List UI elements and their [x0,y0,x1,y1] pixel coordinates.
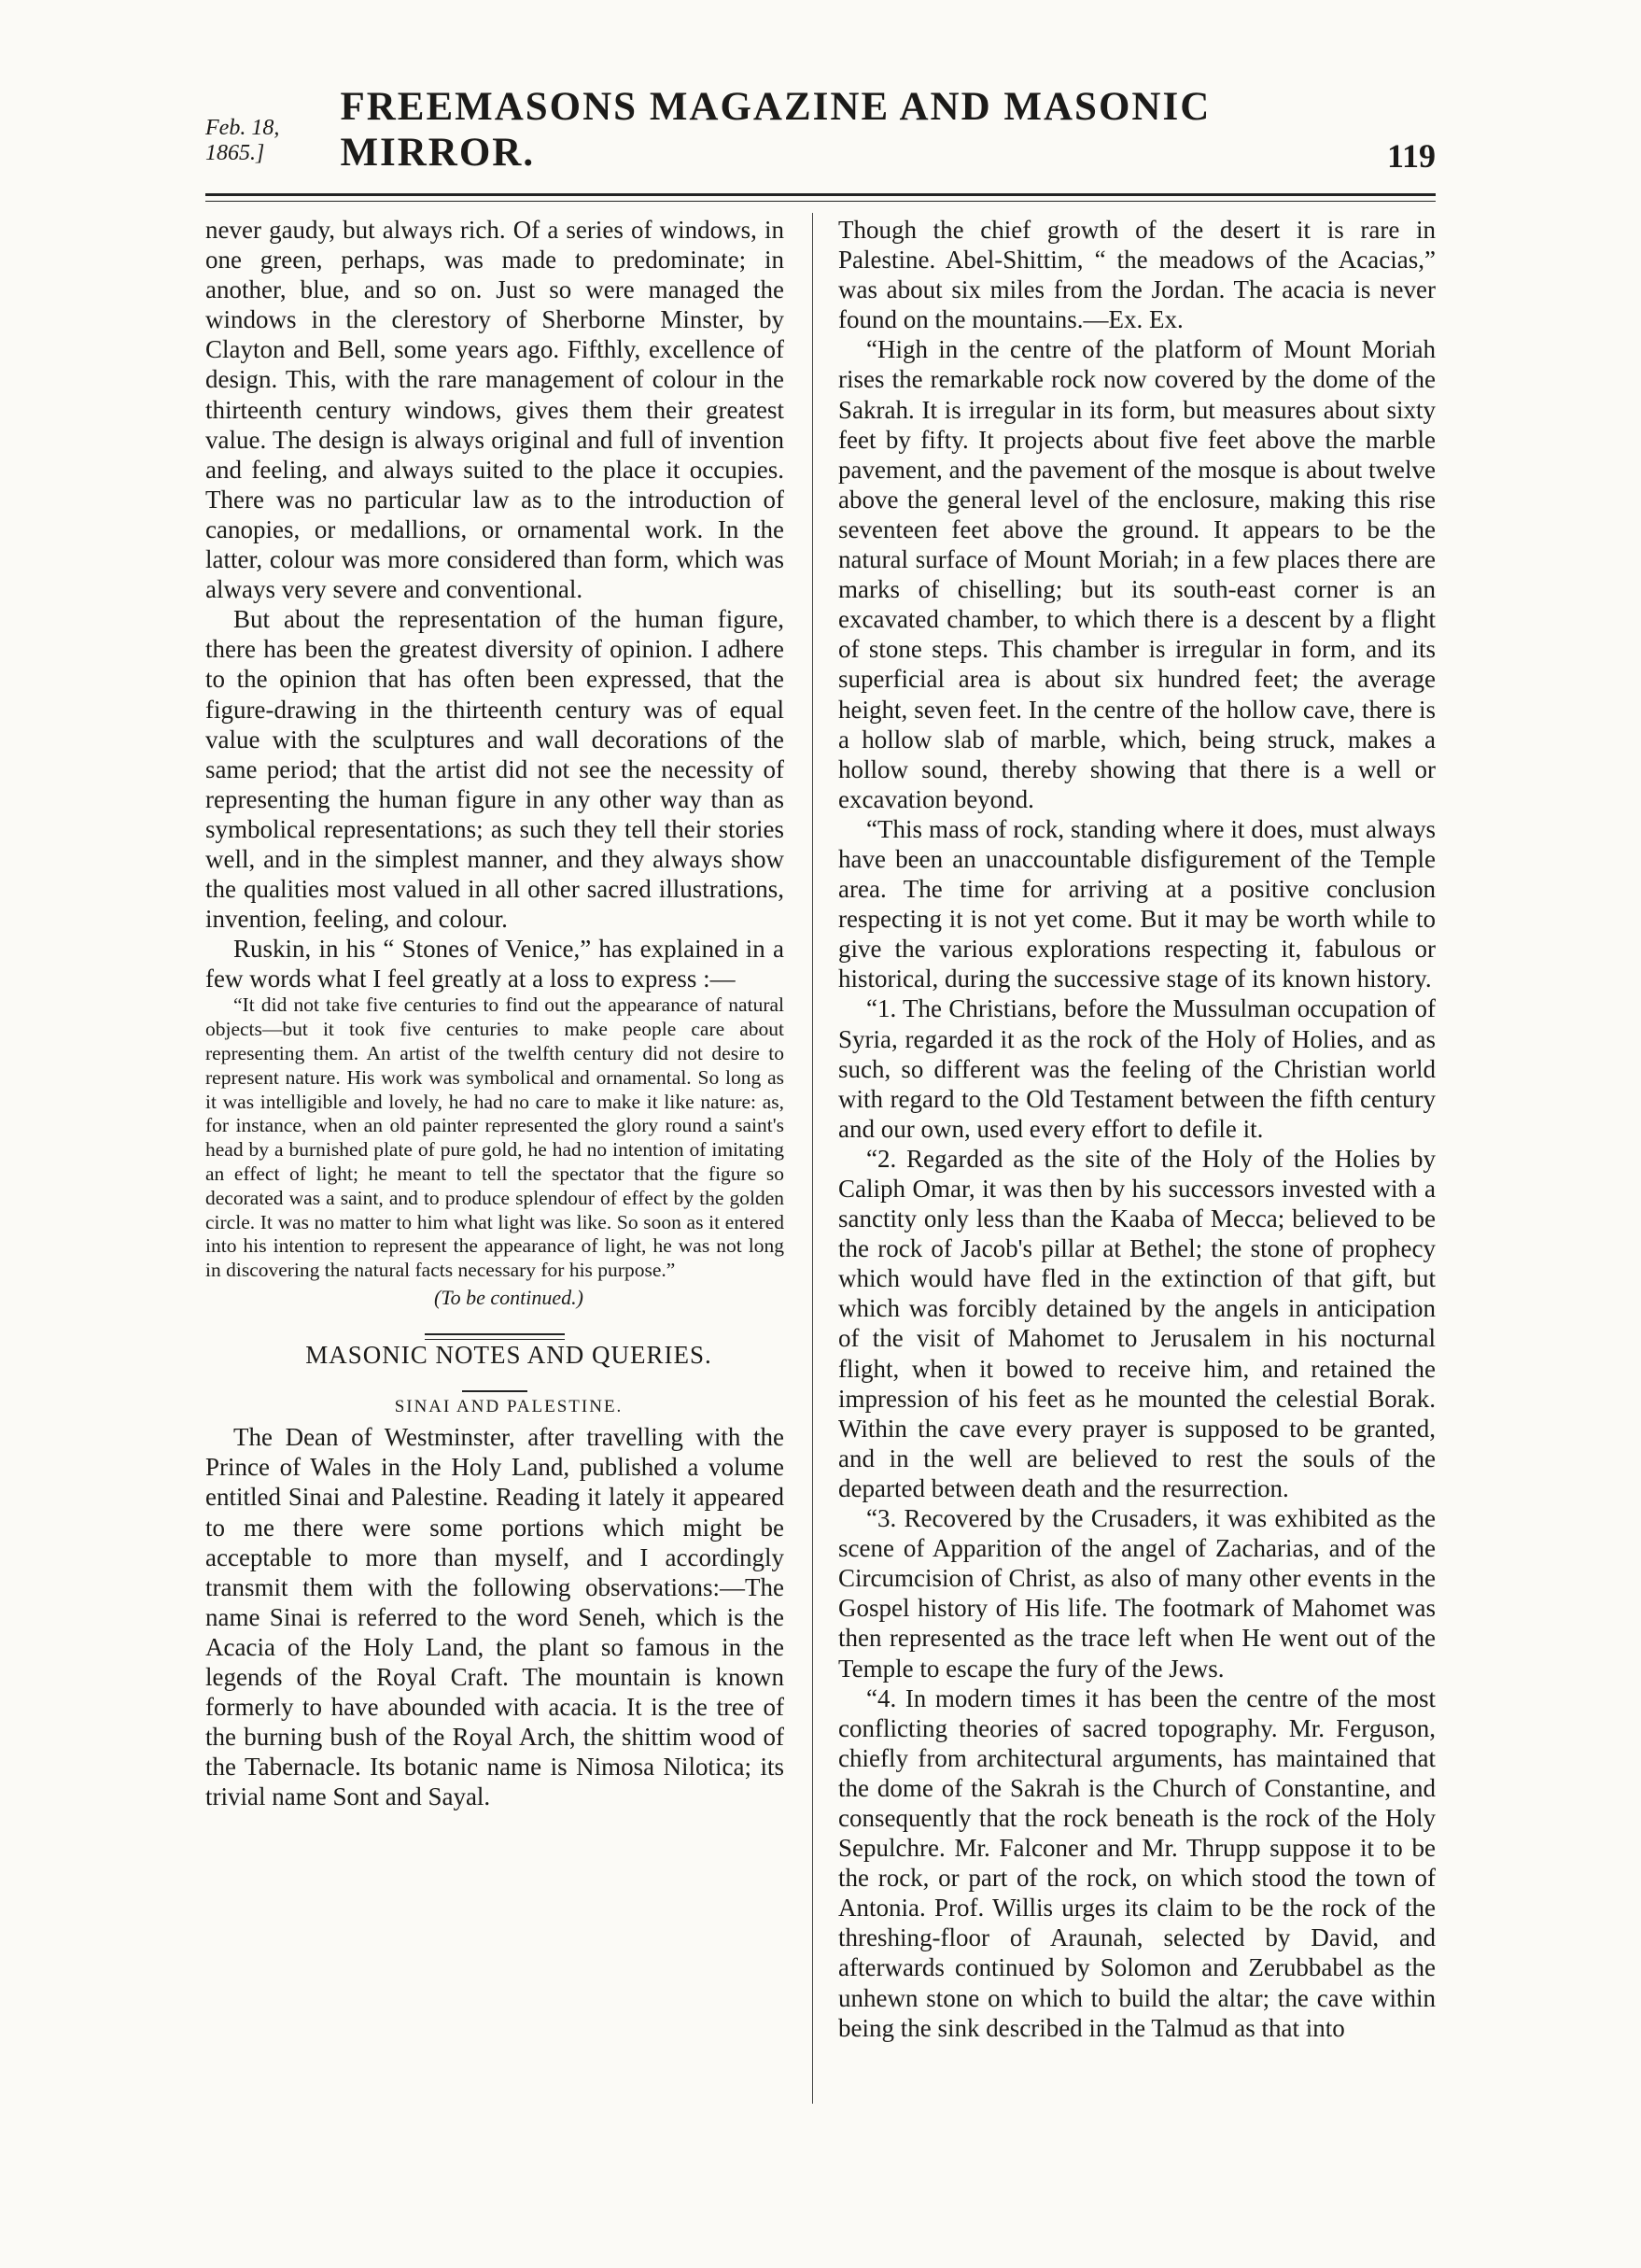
issue-date: Feb. 18, 1865.] [205,116,280,165]
header-rule-thick [205,193,1436,196]
masthead-title: FREEMASONS MAGAZINE AND MASONIC MIRROR. [340,85,1212,175]
continued-note: (To be continued.) [434,1286,583,1309]
column-divider [812,213,813,2104]
section-title: MASONIC NOTES AND QUERIES. [305,1341,712,1370]
paragraph: “4. In modern times it has been the centre of the most conflicting theories of sacred topography. Mr. Ferguson, chiefly from architectural arguments, has maintained that the dome of the Sakrah is the Church of Constantine, and consequently that the rock beneath is the rock of the Holy Sepulchre. Mr. Falconer and Mr. Thrupp suppose it to be the rock, or part of the rock, on which stood the town of Antonia. Prof. Willis urges its claim to be the rock of the threshing-floor of Araunah, selected by David, and afterwards continued by Solomon and Zerubbabel as the unhewn stone on which to build the altar; the cave within being the sink described in the Talmud as that into [838,1683,1436,2042]
page-number: 119 [1386,137,1436,175]
paragraph: Though the chief growth of the desert it is rare in Palestine. Abel-Shittim, “ the meadows of the Acacias,” was about six miles from the Jordan. The acacia is never found on the mountains.—Ex. Ex. [838,216,1436,334]
left-column [205,215,784,1812]
paragraph: “2. Regarded as the site of the Holy of the Holies by Caliph Omar, it was then by his successors invested with a sanctity only less than the Kaaba of Mecca; believed to be the rock of Jacob's pillar at Bethel; the stone of prophecy which would have fled in the extinction of that gift, but which was forcibly detained by the angels in anticipation of the visit of Mahomet to Jerusalem in his nocturnal flight, when it bowed to receive him, and retained the impression of his feet as he mounted the celestial Borak. Within the cave every prayer is supposed to be granted, and in the well are believed to rest the souls of the departed between death and the resurrection. [838,1144,1436,1502]
header-rule-thin [205,201,1436,202]
paragraph: “High in the centre of the platform of Mount Moriah rises the remarkable rock now covered by the dome of the Sakrah. It is irregular in its form, but measures about sixty feet by fifty. It projects about five feet above the marble pavement, and the pavement of the mosque is about twelve above the general level of the enclosure, making this rise seventeen feet above the ground. It appears to be the natural surface of Mount Moriah; in a few places there are marks of chiselling; but its south-east corner is an excavated chamber, to which there is a descent by a flight of stone steps. This chamber is irregular in form, and its superficial area is about six hundred feet; the average height, seven feet. In the centre of the hollow cave, there is a hollow slab of marble, which, being struck, makes a hollow sound, thereby showing that there is a well or excavation beyond. [838,335,1436,813]
section-rule [425,1333,565,1340]
page-header [205,85,1436,176]
paragraph: “1. The Christians, before the Mussulman occupation of Syria, regarded it as the rock of the Holy of Holies, and as such, so different was the feeling of the Christian world with regard to the Old Testament between the fifth century and our own, used every effort to defile it. [838,994,1436,1143]
right-column [838,215,1436,2043]
paragraph: never gaudy, but always rich. Of a series of windows, in one green, perhaps, was made to predominate; in another, blue, and so on. Just so were managed the windows in the clerestory of Sherborne Minster, by Clayton and Bell, some years ago. Fifthly, excellence of design. This, with the rare management of colour in the thirteenth century windows, gives them their greatest value. The design is always original and full of invention and feeling, and always suited to the place it occupies. There was no particular law as to the introduction of canopies, or medallions, or ornamental work. In the latter, colour was more considered than form, which was always very severe and conventional. [205,216,784,604]
paragraph: “3. Recovered by the Crusaders, it was exhibited as the scene of Apparition of the angel of Zacharias, and of the Circumcision of Christ, as also of many other events in the Gospel history of His life. The footmark of Mahomet was then represented as the trace left when He went out of the Temple to escape the fury of the Jews. [838,1504,1436,1683]
article-subhead: SINAI AND PALESTINE. [394,1397,624,1417]
block-quote: “It did not take five centuries to find out the appearance of natural objects—but it took five centuries to make people care about representing them. An artist of the twelfth century did not desire to represent nature. His work was symbolical and ornamental. So long as it was intelligible and lovely, he had no care to make it like nature: as, for instance, when an old painter represented the glory round a saint's head by a burnished plate of pure gold, he had no intention of imitating an effect of light; he meant to tell the spectator that the figure so decorated was a saint, and to produce splendour of effect by the golden circle. It was no matter to him what light was like. So soon as it entered into his intention to represent the appearance of light, he was not long in discovering the natural facts necessary for his purpose.” [205,993,784,1282]
paragraph: But about the representation of the human figure, there has been the greatest diversity of opinion. I adhere to the opinion that has often been expressed, that the figure-drawing in the thirteenth century was of equal value with the sculptures and wall decorations of the same period; that the artist did not see the necessity of representing the human figure in any other way than as symbolical representations; as such they tell their stories well, and in the simplest manner, and they always show the qualities most valued in all other sacred illustrations, invention, feeling, and colour. [205,605,784,934]
paragraph: The Dean of Westminster, after travelling with the Prince of Wales in the Holy Land, published a volume entitled Sinai and Palestine. Reading it lately it appeared to me there were some portions which might be acceptable to more than myself, and I accordingly transmit them with the following observations:—The name Sinai is referred to the word Seneh, which is the Acacia of the Holy Land, the plant so famous in the legends of the Royal Craft. The mountain is known formerly to have abounded with acacia. It is the tree of the burning bush of the Royal Arch, the shittim wood of the Tabernacle. Its botanic name is Nimosa Nilotica; its trivial name Sont and Sayal. [205,1423,784,1811]
paragraph: “This mass of rock, standing where it does, must always have been an unaccountable disfigurement of the Temple area. The time for arriving at a positive conclusion respecting it is not yet come. But it may be worth while to give the various explorations respecting it, fabulous or historical, during the successive stage of its known history. [838,814,1436,993]
paragraph: Ruskin, in his “ Stones of Venice,” has explained in a few words what I feel greatly at a loss to express :— [205,935,784,993]
